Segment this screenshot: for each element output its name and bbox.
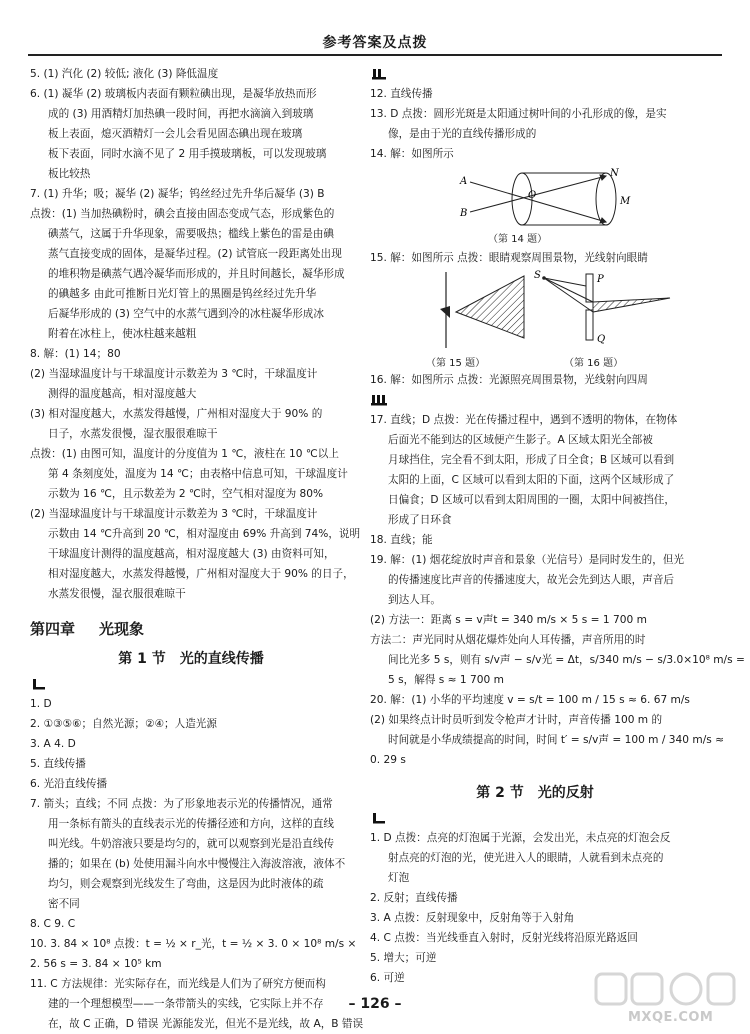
label-o: O [528,190,537,201]
text-line: 射点亮的灯泡的光，使光进入人的眼睛，人就看到未点亮的 [388,852,664,864]
text-line: 板比较热 [48,168,91,180]
figure-15-caption: （第 15 题） [426,358,486,369]
answers-17-20 [370,410,745,770]
text-line: 12. 直线传播 [370,88,433,100]
text-line: 1. D 点拨：点亮的灯泡属于光源，会发出光，未点亮的灯泡会反 [370,832,671,844]
label-a: A [460,176,468,187]
text-line: 3. A 点拨：反射现象中，反射角等于入射角 [370,912,575,924]
text-line: 10. 3. 84 × 10⁸ 点拨：t = ½ × r_光，t = ½ × 3. 0 × 10⁸ m/s × [30,938,357,950]
section-name: 光的反射 [537,785,594,801]
section-number: 第 1 节 [118,651,166,667]
text-line: 6. (1) 凝华 (2) 玻璃板内表面有颗粒碘出现，是凝华放热而形 [30,88,317,100]
text-line: 17. 直线；D 点拨：光在传播过程中，遇到不透明的物体，在物体 [370,414,678,426]
text-line: 8. C 9. C [30,918,76,930]
text-line: 附着在冰柱上，使冰柱越来越粗 [48,328,197,340]
text-line: 6. 可逆 [370,972,405,984]
text-line: 到达人耳。 [388,594,441,606]
label-m: M [620,196,631,207]
left-column [30,64,364,1034]
figure-16-caption: （第 16 题） [564,358,624,369]
text-line: 在，故 C 正确，D 错误 光源能发光，但光不是光线，故 A，B 错误 [48,1018,364,1030]
label-b: B [460,208,468,219]
level-2-icon [370,66,388,82]
chapter-name: 光现象 [99,620,145,638]
answers-chapter3-end [30,64,361,604]
level-marker-3 [370,390,700,410]
text-line: 建的一个理想模型——一条带箭头的实线，它实际上并不存 [48,998,324,1010]
section-title-2 [370,778,700,808]
level-3-icon [370,392,388,408]
section-number: 第 2 节 [476,785,524,801]
text-line: 方法二：声光同时从烟花爆炸处向人耳传播，声音所用的时 [370,634,646,646]
section-name: 光的直线传播 [179,651,264,667]
text-line: 点拨：(1) 当加热碘粉时，碘会直接由固态变成气态，形成紫色的 [30,208,335,220]
level-1-icon [370,810,388,826]
text-line: 13. D 点拨：圆形光斑是太阳通过树叶间的小孔形成的像，是实 [370,108,667,120]
text-line: 板下表面，同时水滴不见了 2 用手摸玻璃板，可以发现玻璃 [48,148,327,160]
text-line: 第 4 条刻度处，温度为 14 ℃；由表格中信息可知，干球温度计 [48,468,348,480]
text-line: 5. 直线传播 [30,758,86,770]
text-line: 太阳的上面，C 区域可以看到太阳的下面，这两个区域形成了 [388,474,675,486]
label-s: S [534,270,541,281]
page-header [0,0,750,54]
text-line: 均匀，则会观察到光线发生了弯曲，这是因为此时液体的疏 [48,878,324,890]
text-line: 形成了日环食 [388,514,452,526]
text-line: 后凝华形成的 (3) 空气中的水蒸气遇到冷的冰柱凝华形成冰 [48,308,324,320]
text-line: 蒸气直接变成的固体，是凝华过程。(2) 试管底一段距离处出现 [48,248,342,260]
text-line: 像，是由于光的直线传播形成的 [388,128,537,140]
text-line: 2. ①③⑤⑥；自然光源；②④；人造光源 [30,718,217,730]
watermark-text: MXQE.COM [628,1010,714,1025]
text-line: 成的 (3) 用酒精灯加热碘一段时间，再把水滴滴入到玻璃 [48,108,314,120]
answers-section1 [30,694,364,1034]
text-line: 示数由 14 ℃升高到 20 ℃，相对湿度由 69% 升高到 74%，说明 [48,528,361,540]
answer-15: 15. 解：如图所示 点拨：眼睛观察周围景物，光线射向眼睛 [370,252,648,264]
text-line: 的堆积物是碘蒸气遇冷凝华而形成的，并且时间越长，凝华形成 [48,268,345,280]
label-n: N [610,168,619,179]
text-line: 1. D [30,698,52,710]
page-number: – 126 – [348,996,402,1012]
answers-section2 [370,828,700,988]
text-line: 7. 箭头；直线；不同 点拨：为了形象地表示光的传播情况，通常 [30,798,333,810]
text-line: 2. 56 s = 3. 84 × 10⁵ km [30,958,162,970]
text-line: 叫光线。牛奶溶液只要是均匀的，就可以观察到光是沿直线传 [48,838,335,850]
level-1-icon [30,676,48,692]
figure-14-diagram [456,164,656,234]
text-line: 5. 增大；可逆 [370,952,437,964]
right-column [370,64,745,988]
figure-16-diagram [534,268,684,350]
text-line: 日子，水蒸发很慢，湿衣服很难晾干 [48,428,218,440]
text-line: 测得的温度越高，相对湿度越大 [48,388,197,400]
answers-12-14 [370,84,700,164]
text-line: (2) 当湿球温度计与干球温度计示数差为 3 ℃时，干球温度计 [30,368,318,380]
text-line: (2) 当湿球温度计与干球温度计示数差为 3 ℃时，干球温度计 [30,508,318,520]
text-line: 7. (1) 升华；吸；凝华 (2) 凝华；钨丝经过先升华后凝华 (3) B [30,188,325,200]
text-line: 14. 解：如图所示 [370,148,454,160]
text-line: (2) 如果终点计时员听到发令枪声才计时，声音传播 100 m 的 [370,714,663,726]
figure-14 [370,164,700,248]
text-line: 20. 解：(1) 小华的平均速度 v = s/t = 100 m / 15 s ≈ 6. 67 m/s [370,694,690,706]
text-line: 干球温度计测得的温度越高，相对湿度越大 (3) 由资料可知， [48,548,335,560]
text-line: (3) 相对湿度越大，水蒸发得越慢，广州相对湿度大于 90% 的 [30,408,323,420]
text-line: 5. (1) 汽化 (2) 较低; 液化 (3) 降低温度 [30,68,219,80]
text-line: 用一条标有箭头的直线表示光的传播径迹和方向，这样的直线 [48,818,335,830]
text-line: 板上表面，熄灭酒精灯一会儿会看见固态碘出现在玻璃 [48,128,303,140]
text-line: 点拨：(1) 由图可知，温度计的分度值为 1 ℃，液柱在 10 ℃以上 [30,448,339,460]
text-line: 19. 解：(1) 烟花绽放时声音和景象（光信号）是同时发生的，但光 [370,554,685,566]
light-rays [470,175,606,223]
text-line: 密不同 [48,898,80,910]
text-line: 间比光多 5 s，则有 s/v声 − s/v光 = Δt，s/340 m/s − s/3.0×10⁸ m/s = [388,654,745,666]
text-line: 8. 解：(1) 14；80 [30,348,121,360]
text-line: 5 s，解得 s ≈ 1 700 m [388,674,504,686]
level-marker-4 [370,808,700,828]
text-line: 的传播速度比声音的传播速度大，故光会先到达人眼，声音后 [388,574,675,586]
text-line: (2) 方法一：距离 s = v声t = 340 m/s × 5 s = 1 700 m [370,614,647,626]
text-line: 时间就是小华成绩提高的时间，时间 t′ = s/v声 = 100 m / 340 m/s ≈ [388,734,725,746]
level-marker-2 [370,64,700,84]
text-line: 日偏食；D 区域可以看到太阳周围的一圈，太阳中间被挡住， [388,494,675,506]
text-line: 18. 直线；能 [370,534,433,546]
text-line: 碘蒸气，这属于升华现象，需要吸热；槛线上紫色的雷是由碘 [48,228,335,240]
text-line: 的碘越多 由此可推断日光灯管上的黑圈是钨丝经过先升华 [48,288,317,300]
text-line: 水蒸发很慢，湿衣服很难晾干 [48,588,186,600]
figure-14-caption: （第 14 题） [488,234,548,245]
label-p: P [597,274,604,285]
figures-15-16 [370,268,700,370]
section-title-1 [30,644,352,674]
text-line: 4. C 点拨：当光线垂直入射时，反射光线将沿原光路返回 [370,932,638,944]
answer-16: 16. 解：如图所示 点拨：光源照亮周围景物，光线射向四周 [370,374,648,386]
header-title: 参考答案及点拨 [322,35,428,51]
text-line: 后面光不能到达的区域便产生影子。A 区域太阳光全部被 [388,434,653,446]
text-line: 3. A 4. D [30,738,76,750]
level-marker-1 [30,674,352,694]
text-line: 2. 反射；直线传播 [370,892,458,904]
text-line: 11. C 方法规律：光实际存在，而光线是人们为了研究方便而构 [30,978,326,990]
text-line: 灯泡 [388,872,410,884]
text-line: 播的；如果在 (b) 处使用漏斗向水中慢慢注入海波溶液，液体不 [48,858,346,870]
header-rule [28,54,722,56]
text-line: 0. 29 s [370,754,406,766]
label-q: Q [597,334,606,345]
text-line: 相对湿度越大，水蒸发得越慢，广州相对湿度大于 90% 的日子， [48,568,354,580]
text-line: 示数为 16 ℃，且示数差为 2 ℃时，空气相对湿度为 80% [48,488,324,500]
chapter-number: 第四章 [30,620,76,638]
text-line: 6. 光沿直线传播 [30,778,108,790]
figure-15-diagram [400,268,530,350]
chapter-title [30,614,352,644]
text-line: 月球挡住，完全看不到太阳，形成了日全食；B 区域可以看到 [388,454,675,466]
